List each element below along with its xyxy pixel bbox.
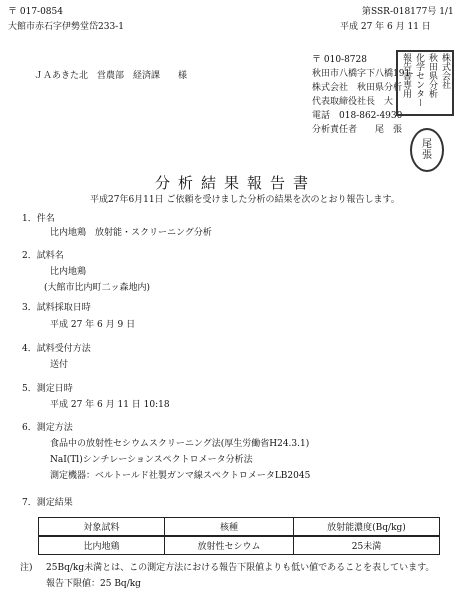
- table-header-cell: 対象試料: [39, 518, 165, 537]
- section-text: 食品中の放射性セシウムスクリーニング法(厚生労働省H24.3.1): [50, 439, 310, 449]
- section-heading: 2．試料名: [22, 251, 64, 261]
- issuer-manager: 分析責任者 尾 張: [312, 125, 421, 135]
- results-table: [38, 517, 440, 555]
- note-label: 注): [20, 563, 33, 573]
- recipient-name: ＪＡあきた北 営農部 経済課 様: [34, 71, 188, 81]
- section-text: 比内地鶏: [50, 267, 87, 277]
- table-header-cell: 核種: [165, 518, 294, 537]
- document-number: 第SSR-018177号 1/1: [362, 7, 454, 17]
- note-text: 25Bq/kg未満とは、この測定方法における報告下限値よりも低い値であることを表しています。: [46, 563, 435, 573]
- section-heading: 7．測定結果: [22, 498, 73, 508]
- section-text: 測定機器：ベルトールド社製ガンマ線スペクトロメータLB2045: [50, 471, 311, 481]
- company-stamp: [396, 50, 454, 116]
- section-heading: 4．試料受付方法: [22, 344, 91, 354]
- issuer-representative: 代表取締役社長 大: [312, 97, 394, 107]
- document-date: 平成 27 年 6 月 11 日: [340, 22, 431, 32]
- section-heading: 5．測定日時: [22, 384, 73, 394]
- company-stamp-text: 秋田県分析: [427, 53, 437, 98]
- section-heading: 3．試料採取日時: [22, 303, 91, 313]
- issuer-company: 株式会社 秋田県分析: [312, 83, 403, 93]
- section-text: 比内地鶏 放射能・スクリーニング分析: [50, 228, 212, 238]
- company-stamp-text: 化学センター: [414, 53, 424, 107]
- company-stamp-text: 報告書専用: [401, 53, 411, 98]
- issuer-address: 秋田市八橋字下八橋191-: [312, 69, 414, 79]
- table-cell: 放射性セシウム: [165, 536, 294, 555]
- seal-text: 張: [422, 150, 432, 161]
- company-stamp-text: 株式会社: [440, 53, 450, 89]
- table-cell: 比内地鶏: [39, 536, 165, 555]
- table-cell: 25未満: [294, 536, 440, 555]
- table-header-row: [39, 518, 440, 537]
- note-limit: 報告下限値：25 Bq/kg: [46, 579, 141, 589]
- page-title: 分析結果報告書: [154, 174, 316, 192]
- issuer-postal: 〒 010-8728: [312, 55, 367, 65]
- section-heading: 6．測定方法: [22, 423, 73, 433]
- personal-seal: [410, 128, 444, 172]
- section-heading: 1．件名: [22, 214, 55, 224]
- recipient-postal: 〒 017-0854: [8, 7, 63, 17]
- section-text: (大館市比内町二ッ森地内): [44, 283, 151, 293]
- section-text: NaI(Tl)シンチレーションスペクトロメータ分析法: [50, 455, 253, 465]
- table-row: [39, 536, 440, 555]
- issuer-phone: 電話 018-862-4930: [312, 111, 403, 121]
- section-text: 平成 27 年 6 月 11 日 10:18: [50, 400, 170, 410]
- recipient-address: 大館市赤石字伊勢堂岱233-1: [8, 22, 124, 32]
- section-text: 送付: [50, 360, 69, 370]
- table-header-cell: 放射能濃度(Bq/kg): [294, 518, 440, 537]
- seal-text: 尾: [422, 139, 432, 150]
- section-text: 平成 27 年 6 月 9 日: [50, 320, 136, 330]
- intro-text: 平成27年6月11日 ご依頼を受けました分析の結果を次のとおり報告します。: [90, 195, 400, 205]
